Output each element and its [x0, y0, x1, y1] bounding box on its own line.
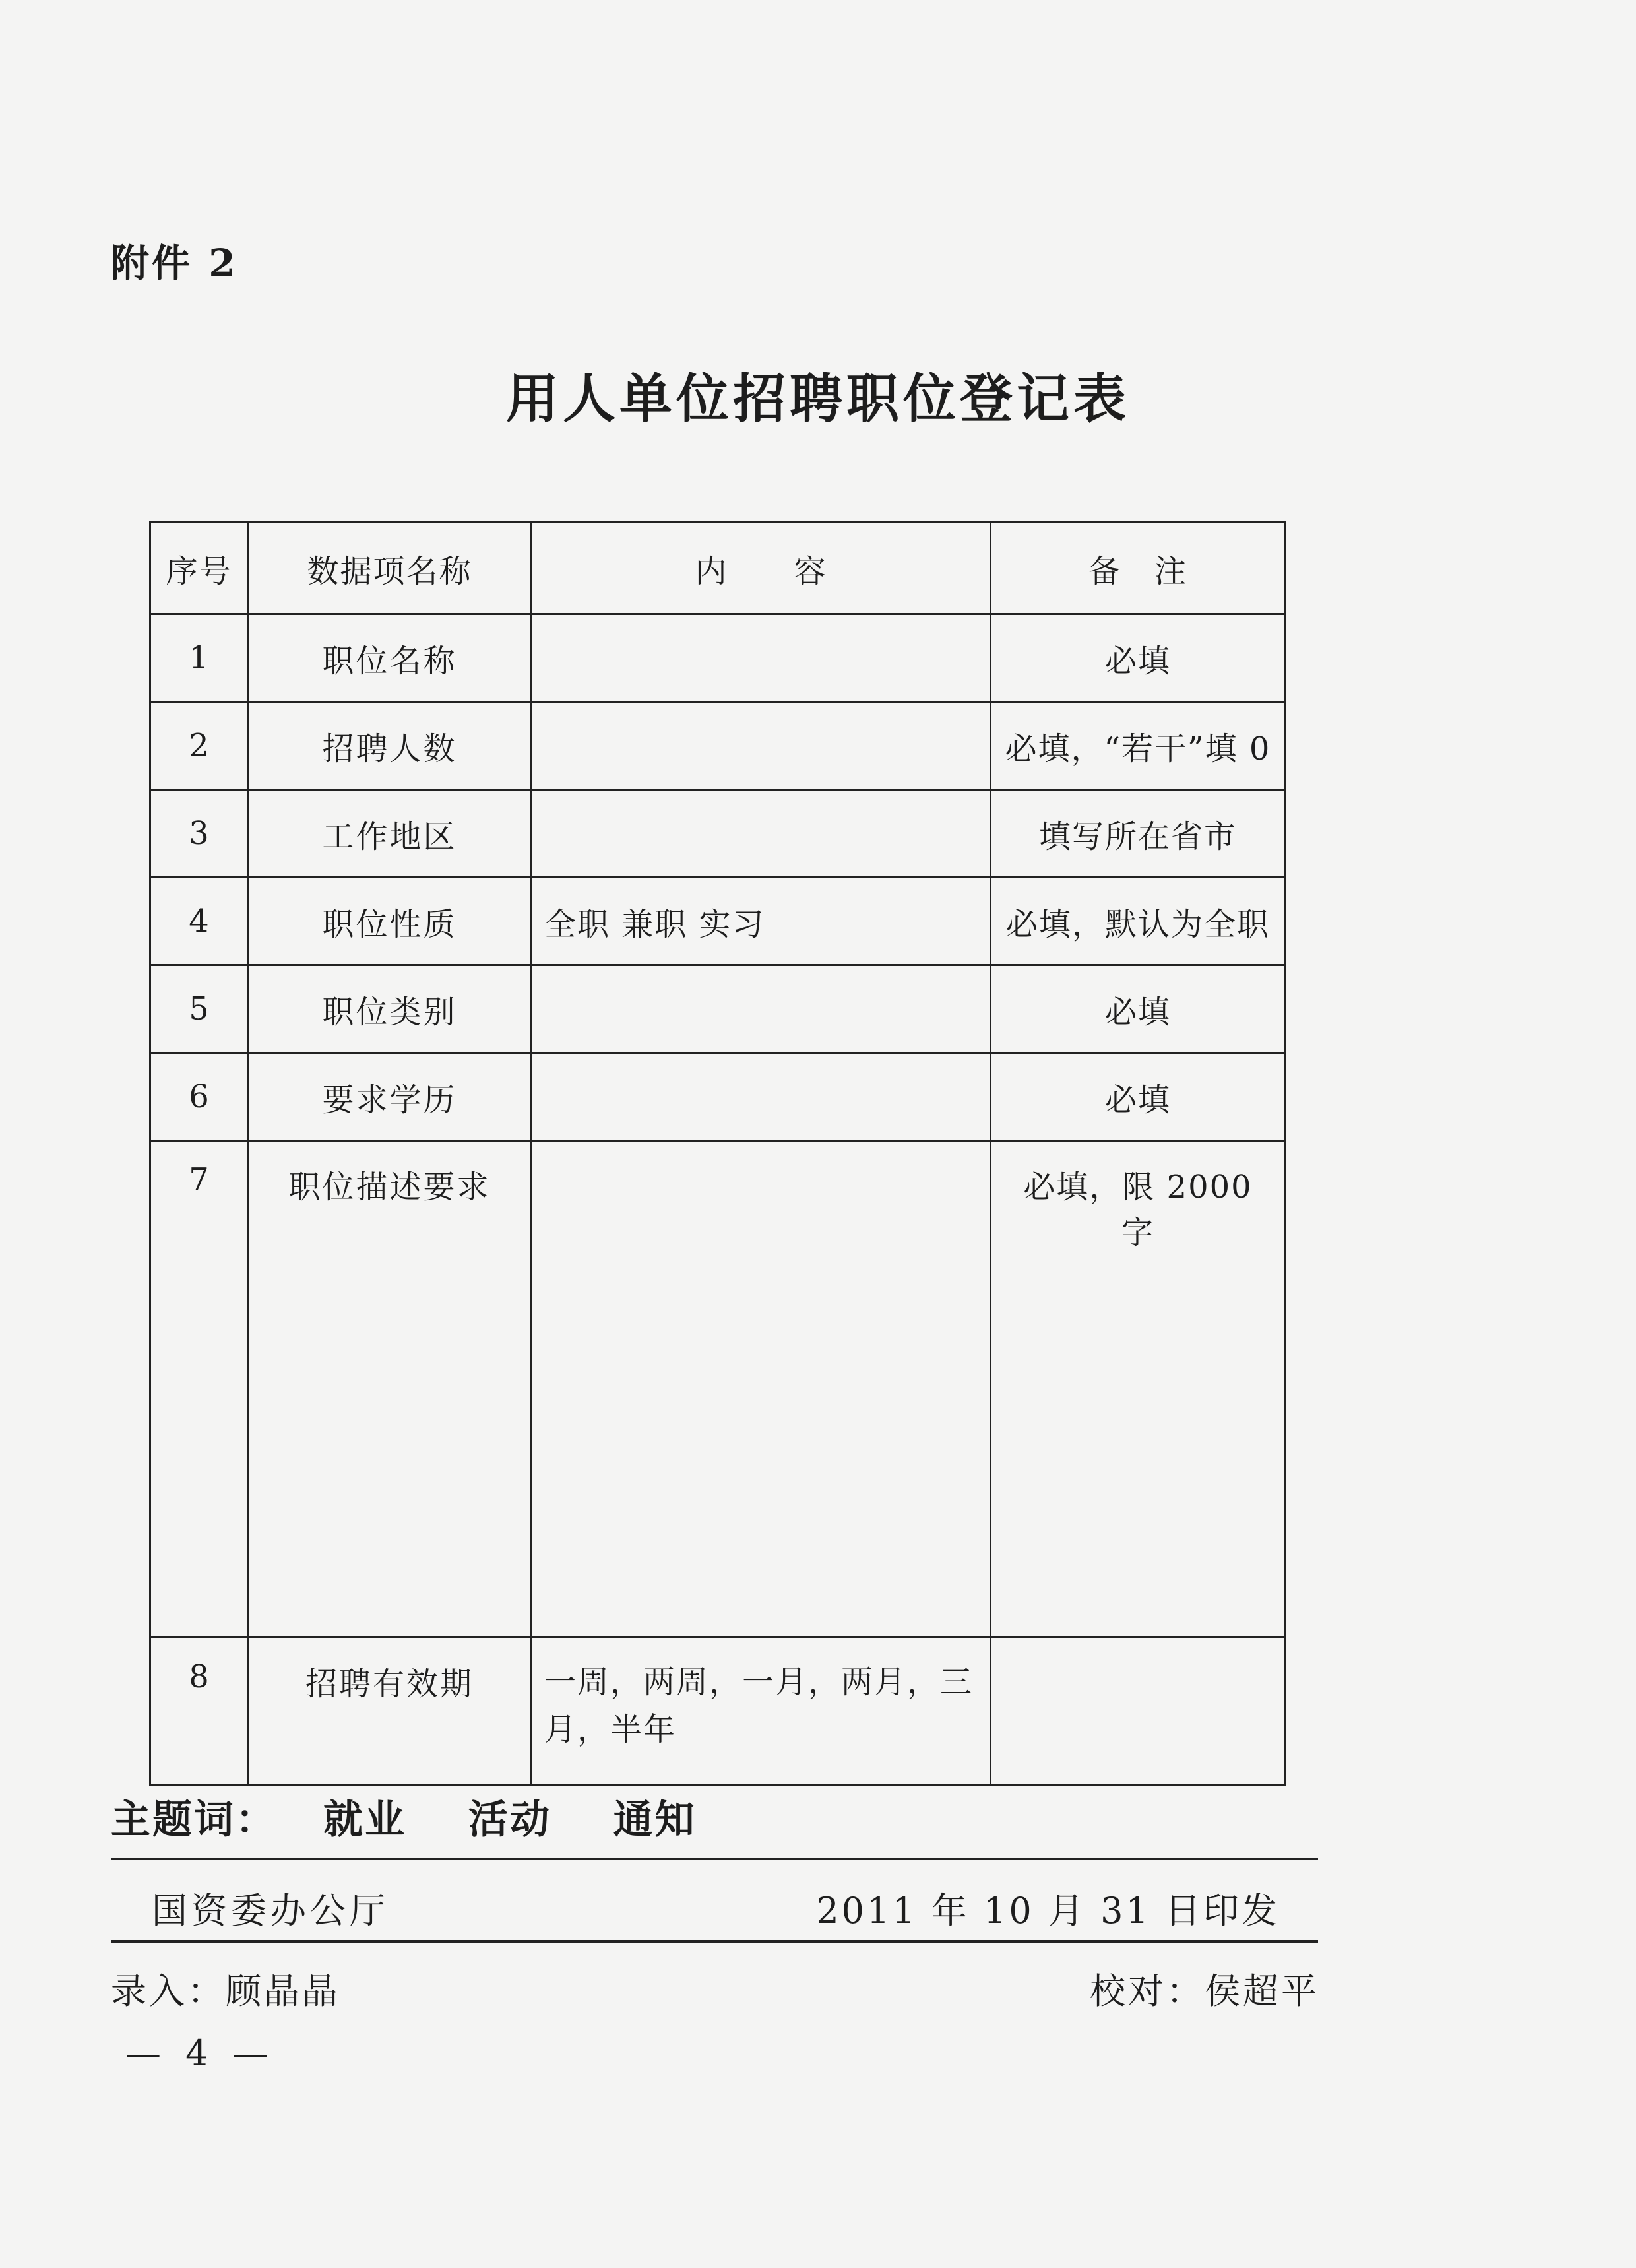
row-note: 必填	[991, 965, 1286, 1053]
table-row	[150, 702, 1286, 790]
row-name: 职位描述要求	[248, 1141, 532, 1638]
row-note	[991, 1638, 1286, 1785]
row-no: 6	[150, 1053, 248, 1141]
attachment-label: 附件 2	[111, 241, 238, 286]
row-name: 要求学历	[248, 1053, 532, 1141]
row-no: 8	[150, 1638, 248, 1785]
registration-table	[149, 521, 1286, 1786]
row-content: 一周，两周，一月，两月，三月，半年	[532, 1638, 991, 1785]
row-no: 3	[150, 790, 248, 878]
row-note: 必填，限 2000 字	[991, 1141, 1286, 1638]
row-name: 招聘有效期	[248, 1638, 532, 1785]
issue-date: 2011 年 10 月 31 日印发	[816, 1890, 1280, 1931]
header-no: 序号	[150, 523, 248, 614]
row-content	[532, 614, 991, 702]
row-name: 职位类别	[248, 965, 532, 1053]
row-note: 必填	[991, 1053, 1286, 1141]
table-row	[150, 878, 1286, 965]
proofreader: 校对：侯超平	[1090, 1970, 1319, 2012]
row-note: 必填，“若干”填 0	[991, 702, 1286, 790]
row-no: 4	[150, 878, 248, 965]
row-note: 必填，默认为全职	[991, 878, 1286, 965]
table-row	[150, 1053, 1286, 1141]
table-row	[150, 614, 1286, 702]
row-note: 填写所在省市	[991, 790, 1286, 878]
entry-clerk: 录入：顾晶晶	[111, 1970, 340, 2012]
table-row	[150, 1638, 1286, 1785]
keyword: 活动	[468, 1797, 551, 1843]
subject-keywords	[111, 1788, 697, 1845]
header-note: 备 注	[991, 523, 1286, 614]
keyword: 就业	[323, 1797, 406, 1843]
divider-line	[111, 1858, 1318, 1860]
row-no: 2	[150, 702, 248, 790]
row-content: 全职 兼职 实习	[532, 878, 991, 965]
issuer: 国资委办公厅	[152, 1890, 389, 1931]
table-row	[150, 965, 1286, 1053]
keyword: 通知	[613, 1797, 697, 1843]
page-number: — 4 —	[125, 2032, 275, 2074]
row-no: 5	[150, 965, 248, 1053]
keywords-label: 主题词：	[111, 1797, 277, 1843]
divider-line	[111, 1940, 1318, 1943]
row-content	[532, 1053, 991, 1141]
row-name: 职位名称	[248, 614, 532, 702]
row-name: 职位性质	[248, 878, 532, 965]
row-no: 1	[150, 614, 248, 702]
row-name: 工作地区	[248, 790, 532, 878]
row-content	[532, 702, 991, 790]
header-name: 数据项名称	[248, 523, 532, 614]
table-row	[150, 790, 1286, 878]
table-header-row	[150, 523, 1286, 614]
row-note: 必填	[991, 614, 1286, 702]
row-content	[532, 1141, 991, 1638]
row-content	[532, 965, 991, 1053]
header-content: 内 容	[532, 523, 991, 614]
table-row	[150, 1141, 1286, 1638]
row-no: 7	[150, 1141, 248, 1638]
document-title: 用人单位招聘职位登记表	[506, 368, 1130, 430]
row-content	[532, 790, 991, 878]
row-name: 招聘人数	[248, 702, 532, 790]
